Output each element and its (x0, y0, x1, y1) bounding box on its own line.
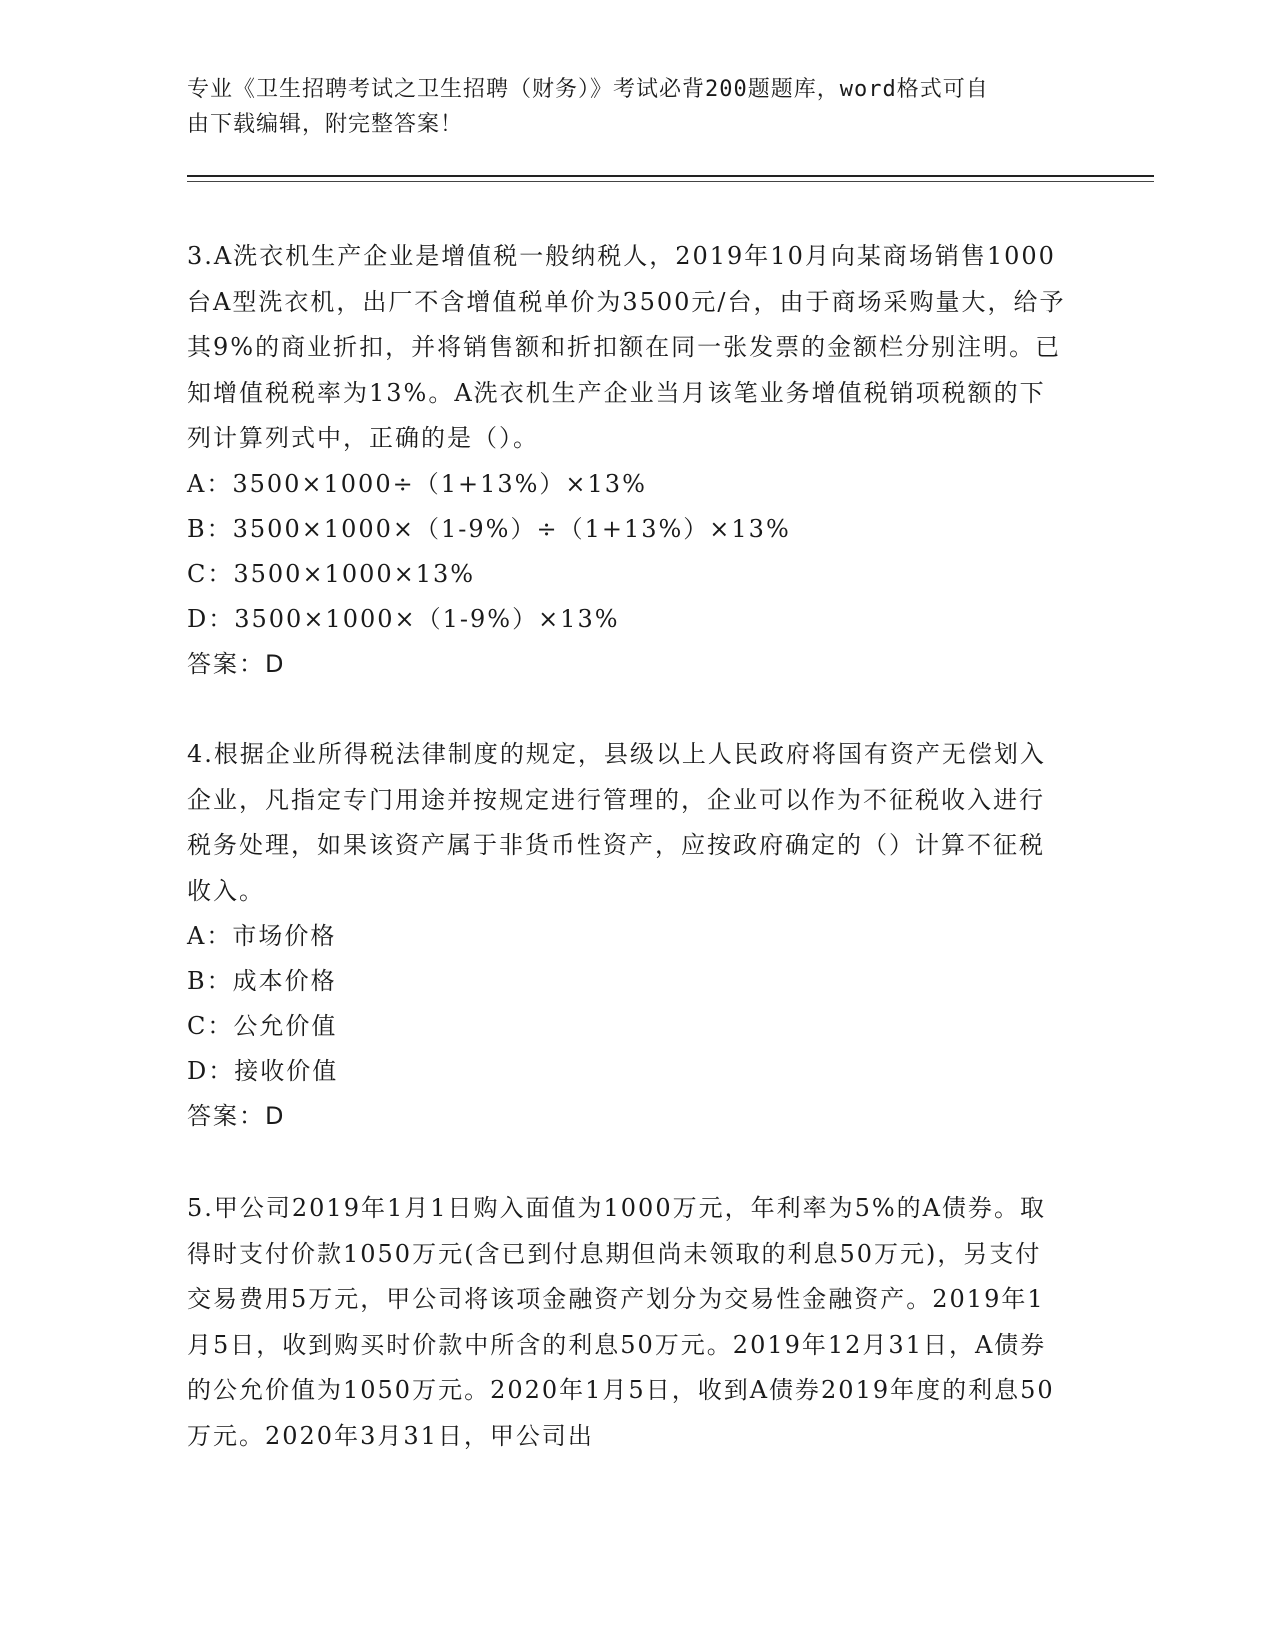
header-divider-thin (187, 181, 1154, 182)
question-3 (187, 234, 1067, 687)
option-a: A：3500×1000÷（1+13%）×13% (187, 469, 647, 498)
question-answer: 答案：D (187, 649, 286, 678)
question-5 (187, 1186, 1067, 1459)
option-b: B：成本价格 (187, 967, 337, 995)
question-stem: 5.甲公司2019年1月1日购入面值为1000万元，年利率为5%的A债券。取得时支付价款1050万元(含已到付息期但尚未领取的利息50万元)，另支付交易费用5万元，甲公司将该项金融资产划分为交易性金融资产。2019年1月5日，收到购买时价款中所含的利息50万元。2019年12月31日，A债券的公允价值为1050万元。2020年1月5日，收到A债券2019年度的利息50万元。2020年3月31日，甲公司出 (187, 1194, 1055, 1450)
option-d: D：3500×1000×（1-9%）×13% (187, 604, 620, 633)
option-a: A：市场价格 (187, 922, 337, 950)
header-title-line-2: 由下载编辑，附完整答案！ (187, 112, 464, 137)
question-stem: 3.A洗衣机生产企业是增值税一般纳税人，2019年10月向某商场销售1000台A型洗衣机，出厂不含增值税单价为3500元/台，由于商场采购量大，给予其9%的商业折扣，并将销售额和折扣额在同一张发票的金额栏分别注明。已知增值税税率为13%。A洗衣机生产企业当月该笔业务增值税销项税额的下列计算列式中，正确的是（）。 (187, 242, 1066, 452)
question-stem: 4.根据企业所得税法律制度的规定，县级以上人民政府将国有资产无偿划入企业，凡指定专门用途并按规定进行管理的，企业可以作为不征税收入进行税务处理，如果该资产属于非货币性资产，应按政府确定的（）计算不征税收入。 (187, 740, 1046, 905)
header-divider-thick (187, 175, 1154, 177)
option-c: C：3500×1000×13% (187, 559, 476, 588)
document-header (187, 72, 1067, 142)
question-4 (187, 732, 1067, 1139)
option-d: D：接收价值 (187, 1057, 339, 1085)
question-answer: 答案：D (187, 1102, 286, 1130)
option-b: B：3500×1000×（1-9%）÷（1+13%）×13% (187, 514, 791, 543)
header-title-line-1: 专业《卫生招聘考试之卫生招聘（财务）》考试必背200题题库，word格式可自 (187, 77, 989, 102)
option-c: C：公允价值 (187, 1012, 338, 1040)
